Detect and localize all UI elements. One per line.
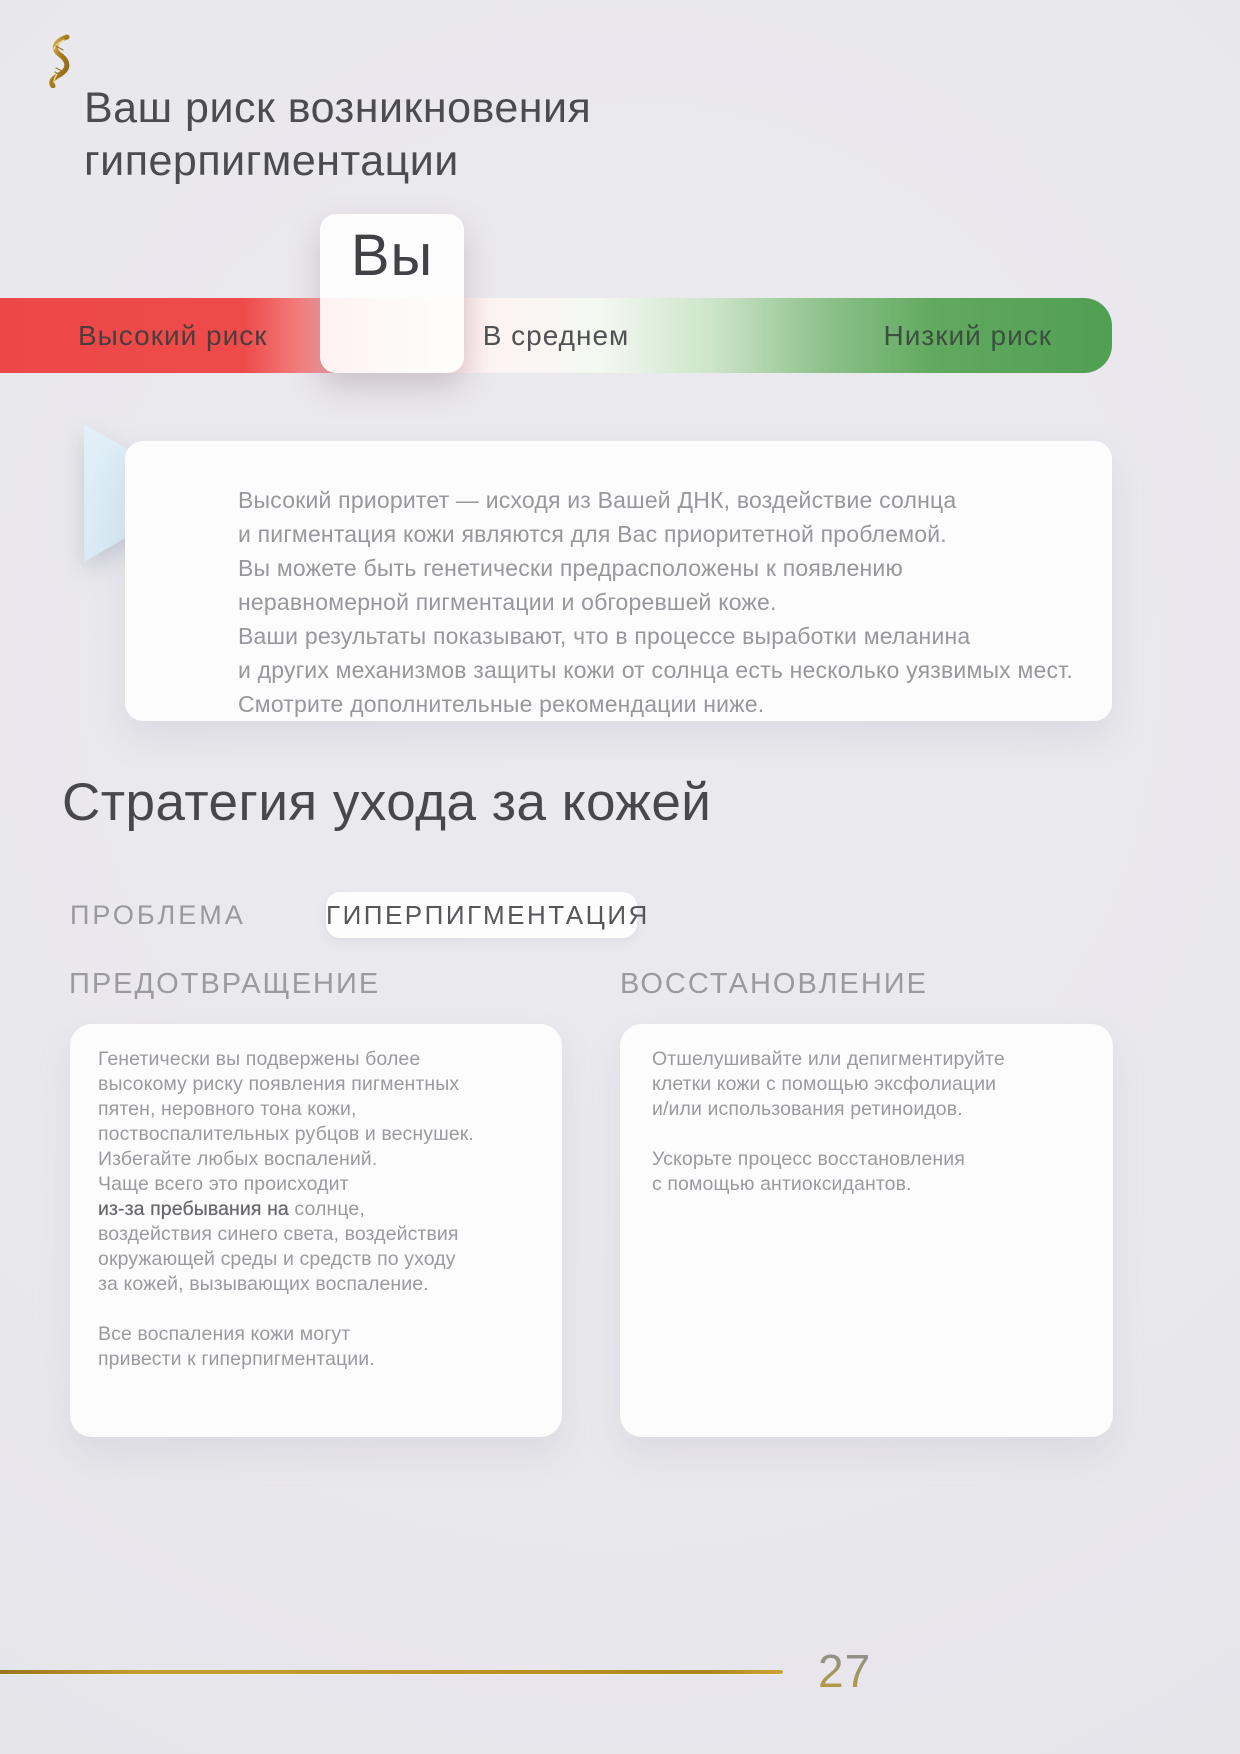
restoration-card (620, 1024, 1113, 1437)
prevention-text (98, 1047, 538, 1372)
prevention-line: Чаще всего это происходит (98, 1173, 349, 1195)
page-number: 27 (818, 1645, 872, 1697)
priority-line: неравномерной пигментации и обгоревшей коже. (238, 589, 777, 615)
restoration-line: Ускорьте процесс восстановления (652, 1148, 965, 1170)
restoration-text (652, 1047, 1082, 1197)
restoration-paragraph2 (652, 1147, 1082, 1197)
restoration-line: клетки кожи с помощью эксфолиации (652, 1073, 997, 1095)
restoration-line: Отшелушивайте или депигментируйте (652, 1048, 1005, 1070)
priority-line: Вы можете быть генетически предрасположены к появлению (238, 555, 903, 581)
prevention-line-emphasized (98, 1197, 538, 1222)
footer-gold-rule (0, 1670, 783, 1674)
risk-label-average: В среднем (482, 320, 630, 351)
prevention-line: воздействия синего света, воздействия (98, 1223, 459, 1245)
priority-summary-card (125, 441, 1112, 721)
brand-dna-icon (44, 34, 78, 88)
restoration-line: с помощью антиоксидантов. (652, 1173, 912, 1195)
priority-line: Ваши результаты показывают, что в процессе выработки меланина (238, 623, 971, 649)
prevention-header: ПРЕДОТВРАЩЕНИЕ (69, 968, 381, 1000)
priority-line: Смотрите дополнительные рекомендации ниже. (238, 691, 765, 717)
risk-label-high: Высокий риск (78, 320, 268, 351)
page-title (84, 82, 844, 188)
prevention-line: за кожей, вызывающих воспаление. (98, 1273, 429, 1295)
prevention-line: Избегайте любых воспалений. (98, 1148, 378, 1170)
risk-label-low: Низкий риск (883, 320, 1052, 351)
emphasized-phrase-rest: солнце, (288, 1198, 365, 1220)
priority-line: Высокий приоритет — исходя из Вашей ДНК, воздействие солнца (238, 487, 957, 513)
prevention-line: поствоспалительных рубцов и веснушек. (98, 1123, 474, 1145)
prevention-line: привести к гиперпигментации. (98, 1348, 375, 1370)
prevention-line: высокому риску появления пигментных (98, 1073, 460, 1095)
restoration-line: и/или использования ретиноидов. (652, 1098, 963, 1120)
problem-value-badge: ГИПЕРПИГМЕНТАЦИЯ (326, 892, 637, 938)
page-title-line1: Ваш риск возникновения (84, 84, 592, 132)
section-title: Стратегия ухода за кожей (62, 773, 712, 832)
priority-line: и пигментация кожи являются для Вас приоритетной проблемой. (238, 521, 947, 547)
prevention-line: пятен, неровного тона кожи, (98, 1098, 357, 1120)
restoration-header: ВОССТАНОВЛЕНИЕ (620, 968, 928, 1000)
problem-label: ПРОБЛЕМА (70, 900, 246, 930)
prevention-line: Все воспаления кожи могут (98, 1323, 351, 1345)
your-risk-marker-label: Вы (350, 223, 434, 288)
prevention-paragraph2 (98, 1322, 538, 1372)
prevention-line: окружающей среды и средств по уходу (98, 1248, 456, 1270)
emphasized-phrase: из-за пребывания на (98, 1198, 289, 1220)
prevention-card (70, 1024, 562, 1437)
priority-line: и других механизмов защиты кожи от солнца есть несколько уязвимых мест. (238, 657, 1073, 683)
priority-summary-text (238, 483, 1078, 721)
page-title-line2: гиперпигментации (84, 137, 459, 185)
risk-gradient-bar (0, 298, 1112, 373)
prevention-line: Генетически вы подвержены более (98, 1048, 421, 1070)
your-risk-marker (320, 214, 464, 373)
